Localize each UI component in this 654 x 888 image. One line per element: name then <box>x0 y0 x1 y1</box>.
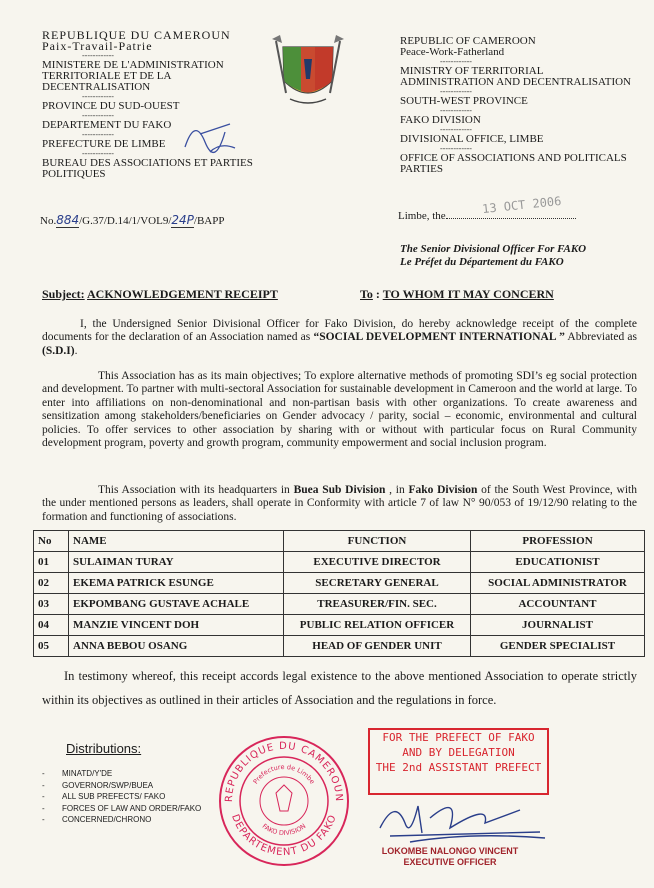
stamp-text-inner-bottom: FAKO DIVISION <box>260 822 308 838</box>
reference-handwritten-sub: 24P <box>171 213 194 227</box>
header-departement-fr: DEPARTEMENT DU FAKO <box>42 119 172 131</box>
cell-function: TREASURER/FIN. SEC. <box>284 594 471 615</box>
header-province-fr: PROVINCE DU SUD-OUEST <box>42 100 180 112</box>
paragraph-headquarters <box>42 484 637 524</box>
divider: ------------ <box>440 57 472 66</box>
cell-name: ANNA BEBOU OSANG <box>69 636 284 657</box>
list-item: - MINATD/Y'DE <box>42 768 201 780</box>
divider: ------------ <box>440 144 472 153</box>
subject-line <box>42 287 278 302</box>
header-motto-en: Peace-Work-Fatherland <box>400 46 505 58</box>
subject-value: ACKNOWLEDGEMENT RECEIPT <box>87 287 278 301</box>
header-ministry-en: MINISTRY OF TERRITORIAL ADMINISTRATION AND DECENTRALISATION <box>400 65 631 88</box>
cell-no: 05 <box>34 636 69 657</box>
place-label: Limbe, the <box>398 210 446 222</box>
col-header-name: NAME <box>69 531 284 552</box>
distributions-title: Distributions: <box>66 741 142 756</box>
col-header-function: FUNCTION <box>284 531 471 552</box>
divider: ------------ <box>82 111 114 120</box>
cell-function: SECRETARY GENERAL <box>284 573 471 594</box>
cell-profession: GENDER SPECIALIST <box>471 636 645 657</box>
table-row <box>34 615 645 636</box>
cell-profession: SOCIAL ADMINISTRATOR <box>471 573 645 594</box>
paragraph-text: Abbreviated as <box>564 331 638 344</box>
signer-title: EXECUTIVE OFFICER <box>403 857 497 867</box>
divider: ------------ <box>440 125 472 134</box>
table-header-row <box>34 531 645 552</box>
divider: ------------ <box>82 92 114 101</box>
header-motto-fr: Paix-Travail-Patrie <box>42 39 153 53</box>
association-name: “SOCIAL DEVELOPMENT INTERNATIONAL ” <box>313 331 565 344</box>
division-name: Fako Division <box>408 484 478 496</box>
stamp-line: FOR THE PREFECT OF FAKO <box>382 731 535 744</box>
header-country-en: REPUBLIC OF CAMEROON <box>400 35 536 47</box>
cell-name: EKEMA PATRICK ESUNGE <box>69 573 284 594</box>
svg-text:REPUBLIQUE DU CAMEROUN <box>224 741 344 802</box>
signatory-title-fr: Le Préfet du Département du FAKO <box>400 256 564 268</box>
association-abbreviation: (S.D.I) <box>42 344 75 357</box>
cell-name: MANZIE VINCENT DOH <box>69 615 284 636</box>
cell-function: HEAD OF GENDER UNIT <box>284 636 471 657</box>
header-associations-en: OFFICE OF ASSOCIATIONS AND POLITICALS PARTIES <box>400 152 627 175</box>
list-item: - FORCES OF LAW AND ORDER/FAKO <box>42 803 201 815</box>
right-header <box>400 36 635 175</box>
cell-no: 01 <box>34 552 69 573</box>
cell-function: EXECUTIVE DIRECTOR <box>284 552 471 573</box>
date-line <box>446 218 576 219</box>
divider: ------------ <box>82 130 114 139</box>
distributions-list <box>42 768 201 826</box>
stamp-line: THE 2nd ASSISTANT PREFECT <box>375 761 542 774</box>
divider: ------------ <box>440 106 472 115</box>
reference-suffix: /BAPP <box>193 215 225 227</box>
cell-name: EKPOMBANG GUSTAVE ACHALE <box>69 594 284 615</box>
to-label: To <box>360 287 373 301</box>
cell-name: SULAIMAN TURAY <box>69 552 284 573</box>
coat-of-arms-icon <box>268 33 348 113</box>
paragraph-testimony: In testimony whereof, this receipt accords legal existence to the above mentioned Association to operate strictly within its objectives as outlined in their articles of Association and the regulations in force. <box>42 669 637 707</box>
svg-text:FAKO DIVISION <box>261 822 308 837</box>
cell-no: 04 <box>34 615 69 636</box>
leaders-table <box>33 530 645 657</box>
paragraph-objectives: This Association has as its main objectives; To explore alternative methods of promoting SDI’s eg social protection and development. To partner with multi-sectoral Association for sustainable development in Cameroon and the world at large. To enter into affiliations on non-denominational and non-partisan basis with other organizations. To create awareness and sensitization among stakeholders/beneficiaries on Gender advocacy / parity, social – economic, environmental and cultural policies. To offer services to other association by sharing with or without with particular focus on Rural Community development program, poverty and growth program, community empowerment and social inclusion program. <box>42 370 637 450</box>
table-row <box>34 636 645 657</box>
signer-name: LOKOMBE NALONGO VINCENT <box>381 846 519 856</box>
to-line: To : TO WHOM IT MAY CONCERN <box>360 287 554 301</box>
date-stamp: 13 OCT 2006 <box>481 193 562 217</box>
signatory-title <box>400 243 586 269</box>
list-item: - GOVERNOR/SWP/BUEA <box>42 780 201 792</box>
header-division-en: FAKO DIVISION <box>400 114 481 126</box>
header-prefecture-fr: PREFECTURE DE LIMBE <box>42 138 166 150</box>
cell-profession: EDUCATIONIST <box>471 552 645 573</box>
col-header-profession: PROFESSION <box>471 531 645 552</box>
subject-label: Subject: <box>42 287 85 301</box>
divider: ------------ <box>82 51 114 60</box>
stamp-text-outer-bottom: DEPARTEMENT DU FAKO <box>229 813 339 859</box>
signer-block <box>380 846 520 868</box>
reference-code: /G.37/D.14/1/VOL9/ <box>79 215 172 227</box>
stamp-line: AND BY DELEGATION <box>402 746 515 759</box>
table-row <box>34 552 645 573</box>
table-row <box>34 594 645 615</box>
paragraph-text: . <box>74 344 78 357</box>
paragraph-text: This Association with its headquarters in <box>98 484 294 496</box>
header-province-en: SOUTH-WEST PROVINCE <box>400 95 528 107</box>
headquarters: Buea Sub Division <box>293 484 386 496</box>
cell-no: 03 <box>34 594 69 615</box>
table-row <box>34 573 645 594</box>
list-item: - CONCERNED/CHRONO <box>42 814 201 826</box>
paragraph-text: I, the Undersigned Senior Divisional Officer for Fako Division, do hereby acknowledge receipt of the complete documents for the declaration of an Association named as <box>42 318 637 344</box>
divider: ------------ <box>440 87 472 96</box>
divider: ------------ <box>82 149 114 158</box>
paragraph-acknowledgement <box>42 318 637 358</box>
paragraph-text: of the South West Province, with the under mentioned persons as leaders, shall operate in Conformity with article 7 of law N° 90/053 of 19/12/90 relating to the formation and functioning of associations. <box>42 484 637 523</box>
svg-text:Prefecture de Limbe <box>252 763 317 786</box>
reference-number <box>40 213 224 227</box>
stamp-text-outer-top: REPUBLIQUE DU CAMEROUN <box>223 740 345 803</box>
signatory-title-en: The Senior Divisional Officer For FAKO <box>400 243 587 255</box>
header-office-en: DIVISIONAL OFFICE, LIMBE <box>400 133 544 145</box>
stamp-text-inner-top: Prefecture de Limbe <box>251 762 317 786</box>
cell-no: 02 <box>34 573 69 594</box>
header-bureau-fr: BUREAU DES ASSOCIATIONS ET PARTIES POLITIQUES <box>42 157 253 180</box>
header-ministry-fr: MINISTERE DE L'ADMINISTRATION TERRITORIALE ET DE LA DECENTRALISATION <box>42 59 224 93</box>
reference-prefix: No. <box>40 215 57 227</box>
delegation-stamp <box>368 728 549 795</box>
cell-profession: JOURNALIST <box>471 615 645 636</box>
reference-handwritten-number: 884 <box>56 213 80 227</box>
official-round-stamp-icon <box>216 733 352 869</box>
to-value: TO WHOM IT MAY CONCERN <box>382 287 554 301</box>
paragraph-text: , in <box>385 484 409 496</box>
cell-function: PUBLIC RELATION OFFICER <box>284 615 471 636</box>
signature-icon <box>370 788 560 848</box>
list-item: - ALL SUB PREFECTS/ FAKO <box>42 791 201 803</box>
cell-profession: ACCOUNTANT <box>471 594 645 615</box>
initials-signature-icon <box>180 112 240 162</box>
col-header-no: No <box>34 531 69 552</box>
header-country-fr: REPUBLIQUE DU CAMEROUN <box>42 28 231 42</box>
